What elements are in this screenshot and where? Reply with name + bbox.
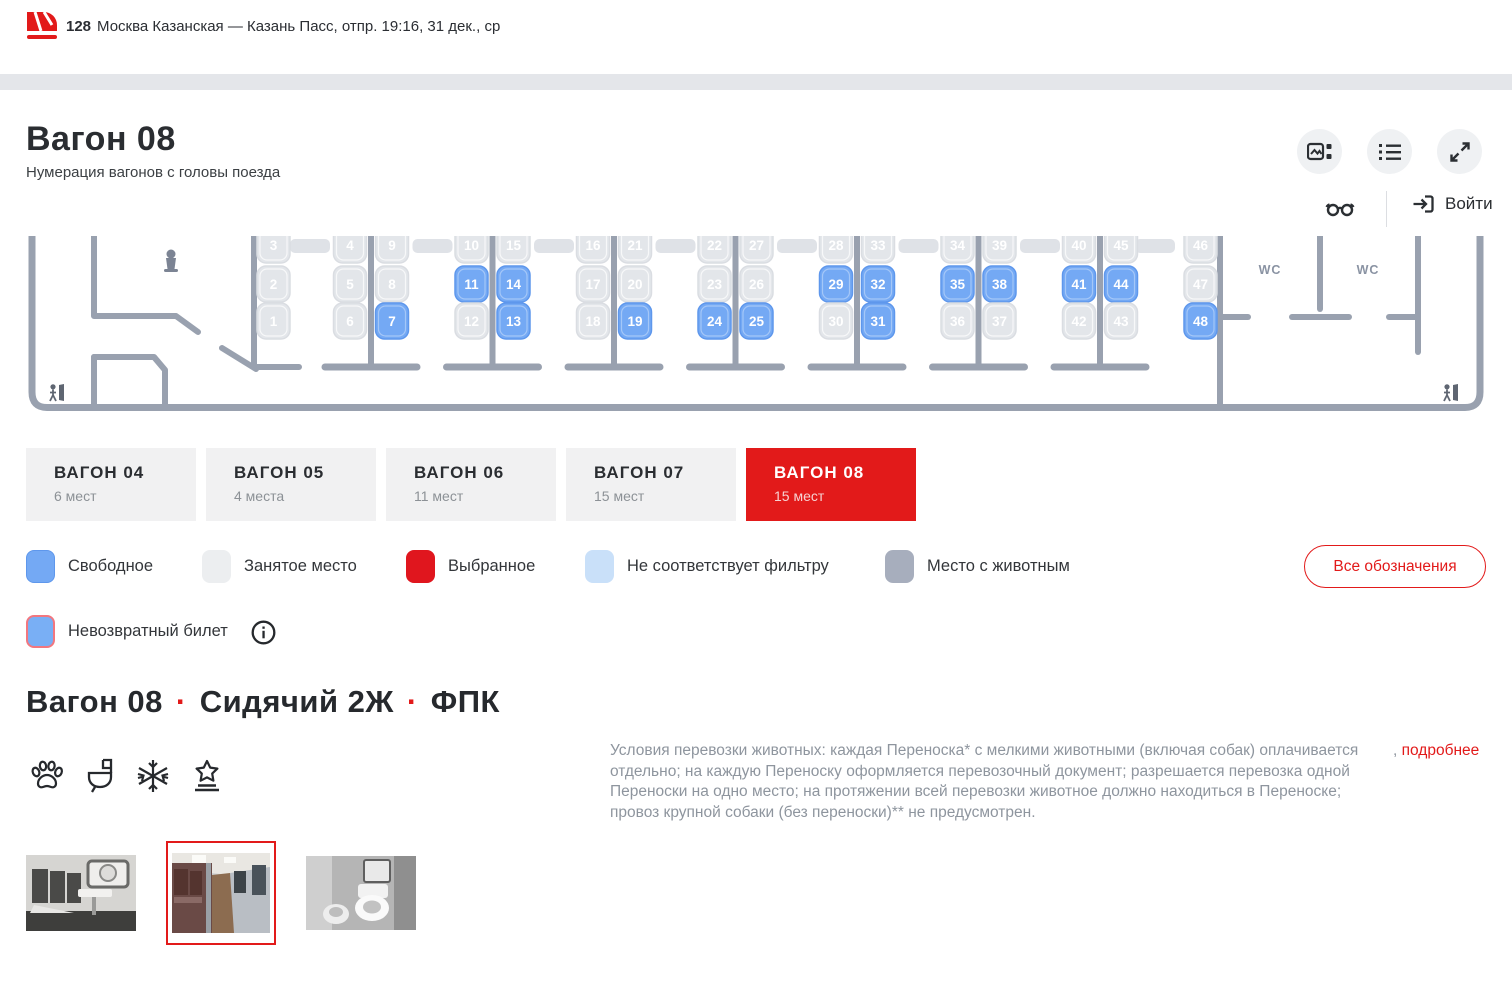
seat-25[interactable] (740, 303, 773, 339)
seat-2 (257, 266, 290, 302)
seat-29[interactable] (820, 266, 853, 302)
svg-text:19: 19 (627, 314, 643, 329)
car-scheme (26, 236, 1486, 420)
train-number: 128 (66, 18, 92, 35)
wc-label: WC (1356, 263, 1380, 277)
toilet-icon (86, 758, 116, 794)
seat-38[interactable] (983, 266, 1016, 302)
seat-5 (334, 266, 367, 302)
accessibility-glasses-icon[interactable] (1325, 196, 1355, 222)
svg-text:41: 41 (1071, 277, 1087, 292)
award-star-icon (190, 758, 224, 794)
header-divider-band (0, 74, 1512, 90)
seat-30 (820, 303, 853, 339)
svg-text:29: 29 (828, 277, 844, 292)
svg-text:4: 4 (346, 238, 354, 253)
seat-41[interactable] (1063, 266, 1096, 302)
dot-separator: · (406, 684, 418, 719)
svg-text:3: 3 (269, 238, 278, 253)
exit-icon (50, 384, 64, 401)
svg-text:10: 10 (463, 238, 480, 253)
comma: , (1393, 742, 1402, 759)
tab-seats-count: 6 мест (54, 488, 97, 504)
seat-11[interactable] (455, 266, 488, 302)
seat-42 (1063, 303, 1096, 339)
seat-13[interactable] (497, 303, 530, 339)
login-label: Войти (1445, 194, 1493, 213)
svg-text:11: 11 (464, 277, 479, 292)
tab-label: ВАГОН 05 (234, 463, 325, 482)
seat-33 (862, 236, 895, 263)
tab-wagon-08-active[interactable] (746, 448, 916, 521)
svg-text:47: 47 (1192, 277, 1209, 292)
section-carrier: ФПК (430, 684, 500, 719)
svg-text:40: 40 (1071, 238, 1087, 253)
seat-39 (983, 236, 1016, 263)
photo-scheme-icon (1307, 141, 1332, 163)
seat-34 (941, 236, 974, 263)
legend-nonrefundable-label: Невозвратный билет (68, 622, 228, 640)
seat-23 (698, 266, 731, 302)
seat-4 (334, 236, 367, 263)
info-icon[interactable] (251, 620, 276, 645)
list-view-button[interactable] (1367, 129, 1412, 174)
svg-text:36: 36 (949, 314, 966, 329)
svg-text:17: 17 (585, 277, 601, 292)
svg-text:7: 7 (388, 314, 396, 329)
legend-filtered-swatch (585, 550, 614, 583)
login-button[interactable] (1411, 193, 1493, 215)
svg-text:43: 43 (1113, 314, 1129, 329)
svg-text:26: 26 (748, 277, 765, 292)
svg-text:46: 46 (1192, 238, 1209, 253)
legend-filtered (585, 550, 829, 583)
paw-icon (28, 758, 66, 794)
legend-free-label: Свободное (68, 557, 154, 575)
svg-text:20: 20 (627, 277, 643, 292)
legend-selected (406, 550, 535, 583)
tab-label: ВАГОН 06 (414, 463, 505, 482)
svg-text:34: 34 (949, 238, 966, 253)
tab-seats-count: 4 места (234, 488, 285, 504)
svg-text:23: 23 (706, 277, 723, 292)
seat-32[interactable] (862, 266, 895, 302)
legend-selected-label: Выбранное (448, 557, 536, 575)
view-toolbar (1297, 129, 1482, 174)
wagon-tabs (26, 448, 916, 521)
water-boiler-icon (164, 250, 178, 273)
svg-text:13: 13 (505, 314, 522, 329)
legend-filtered-label: Не соответствует фильтру (627, 557, 829, 575)
svg-text:33: 33 (870, 238, 886, 253)
more-link[interactable]: подробнее (1401, 742, 1480, 759)
seat-27 (740, 236, 773, 263)
svg-text:18: 18 (585, 314, 601, 329)
svg-text:12: 12 (463, 314, 480, 329)
seat-18 (577, 303, 610, 339)
seat-14[interactable] (497, 266, 530, 302)
svg-text:25: 25 (748, 314, 765, 329)
seat-37 (983, 303, 1016, 339)
seat-16 (577, 236, 610, 263)
seat-47 (1184, 266, 1217, 302)
all-legend-button[interactable]: Все обозначения (1304, 545, 1486, 588)
legend-nonrefundable-swatch (26, 615, 55, 648)
animal-rules-text: Условия перевозки животных: каждая Переноска* с мелкими животными (включая собак) оплачивается отдельно; на каждую Переноску оформляется перевозочный документ; разрешается перевозка одной Переноски на одно место; на протяжении всей перевозки животное должно находиться в Переноске; провоз крупной собаки (без переноски)** не предусмотрен. (610, 742, 1359, 821)
seat-45 (1105, 236, 1138, 263)
fullscreen-button[interactable] (1437, 129, 1482, 174)
svg-text:44: 44 (1113, 277, 1129, 292)
photo-scheme-view-button[interactable] (1297, 129, 1342, 174)
seat-8 (376, 266, 409, 302)
seat-44[interactable] (1105, 266, 1138, 302)
svg-text:31: 31 (870, 314, 886, 329)
vertical-divider (1386, 191, 1387, 227)
top-header (0, 0, 1512, 74)
seat-10 (455, 236, 488, 263)
svg-text:32: 32 (870, 277, 886, 292)
legend-animal (885, 550, 1070, 583)
tab-wagon-06[interactable] (386, 448, 556, 521)
svg-text:37: 37 (991, 314, 1008, 329)
svg-text:22: 22 (706, 238, 723, 253)
seat-22 (698, 236, 731, 263)
list-icon (1378, 142, 1402, 162)
svg-text:35: 35 (949, 277, 966, 292)
svg-text:2: 2 (269, 277, 278, 292)
seat-7[interactable] (376, 303, 409, 339)
tab-wagon-05[interactable] (206, 448, 376, 521)
seat-20 (619, 266, 652, 302)
svg-text:27: 27 (748, 238, 765, 253)
seat-17 (577, 266, 610, 302)
svg-text:16: 16 (585, 238, 601, 253)
train-info (66, 18, 500, 35)
legend-free (26, 550, 153, 583)
legend-occupied-label: Занятое место (244, 557, 357, 575)
car-subtitle: Нумерация вагонов с головы поезда (26, 164, 281, 181)
svg-text:45: 45 (1113, 238, 1129, 253)
snowflake-icon (136, 758, 170, 794)
seat-48[interactable] (1184, 303, 1217, 339)
gallery-photo-corridor-selected[interactable] (166, 841, 276, 945)
gallery-photo-toilet[interactable] (306, 856, 416, 930)
tab-wagon-04[interactable] (26, 448, 196, 521)
svg-text:21: 21 (627, 238, 643, 253)
svg-text:39: 39 (991, 238, 1008, 253)
car-features (28, 758, 224, 794)
seat-21 (619, 236, 652, 263)
svg-text:42: 42 (1071, 314, 1087, 329)
seat-26 (740, 266, 773, 302)
section-car-type: Сидячий 2Ж (199, 684, 394, 719)
seat-12 (455, 303, 488, 339)
seat-35[interactable] (941, 266, 974, 302)
svg-text:6: 6 (346, 314, 354, 329)
dot-separator: · (175, 684, 187, 719)
legend-selected-swatch (406, 550, 435, 583)
seat-3 (257, 236, 290, 263)
tab-label: ВАГОН 07 (594, 463, 685, 482)
wc-label: WC (1258, 263, 1282, 277)
gallery-photo-seats[interactable] (26, 855, 136, 931)
svg-text:8: 8 (388, 277, 396, 292)
svg-text:1: 1 (269, 314, 278, 329)
account-bar (0, 183, 1512, 236)
seat-36 (941, 303, 974, 339)
seat-9 (376, 236, 409, 263)
seat-6 (334, 303, 367, 339)
seat-40 (1063, 236, 1096, 263)
svg-text:48: 48 (1192, 314, 1209, 329)
seat-28 (820, 236, 853, 263)
car-scheme-svg (26, 236, 1486, 420)
more-link-wrap (1393, 742, 1479, 760)
legend-nonrefundable (26, 615, 228, 648)
legend-free-swatch (26, 550, 55, 583)
section-car: Вагон 08 (26, 684, 163, 719)
seat-24[interactable] (698, 303, 731, 339)
svg-text:30: 30 (828, 314, 844, 329)
seat-46 (1184, 236, 1217, 263)
svg-text:5: 5 (346, 277, 354, 292)
svg-text:24: 24 (706, 314, 723, 329)
tab-label: ВАГОН 04 (54, 463, 145, 482)
expand-icon (1449, 141, 1471, 163)
tab-wagon-07[interactable] (566, 448, 736, 521)
svg-text:28: 28 (828, 238, 844, 253)
login-icon (1411, 193, 1435, 215)
tab-seats-count: 11 мест (414, 488, 464, 504)
svg-text:9: 9 (388, 238, 396, 253)
legend-animal-label: Место с животным (927, 557, 1070, 575)
legend-occupied (202, 550, 357, 583)
svg-text:14: 14 (505, 277, 522, 292)
svg-text:38: 38 (991, 277, 1008, 292)
tab-seats-count: 15 мест (774, 488, 825, 504)
seat-15 (497, 236, 530, 263)
seat-43 (1105, 303, 1138, 339)
seat-19[interactable] (619, 303, 652, 339)
train-route: Москва Казанская — Казань Пасс, отпр. 19:16, 31 дек., ср (97, 18, 501, 35)
car-title: Вагон 08 (26, 120, 176, 158)
seat-1 (257, 303, 290, 339)
legend-occupied-swatch (202, 550, 231, 583)
seat-31[interactable] (862, 303, 895, 339)
legend-animal-swatch (885, 550, 914, 583)
car-section-title (26, 684, 500, 720)
tab-seats-count: 15 мест (594, 488, 645, 504)
exit-icon (1444, 384, 1458, 401)
rzd-logo-icon (26, 10, 58, 44)
svg-text:15: 15 (505, 238, 522, 253)
tab-label: ВАГОН 08 (774, 463, 865, 482)
